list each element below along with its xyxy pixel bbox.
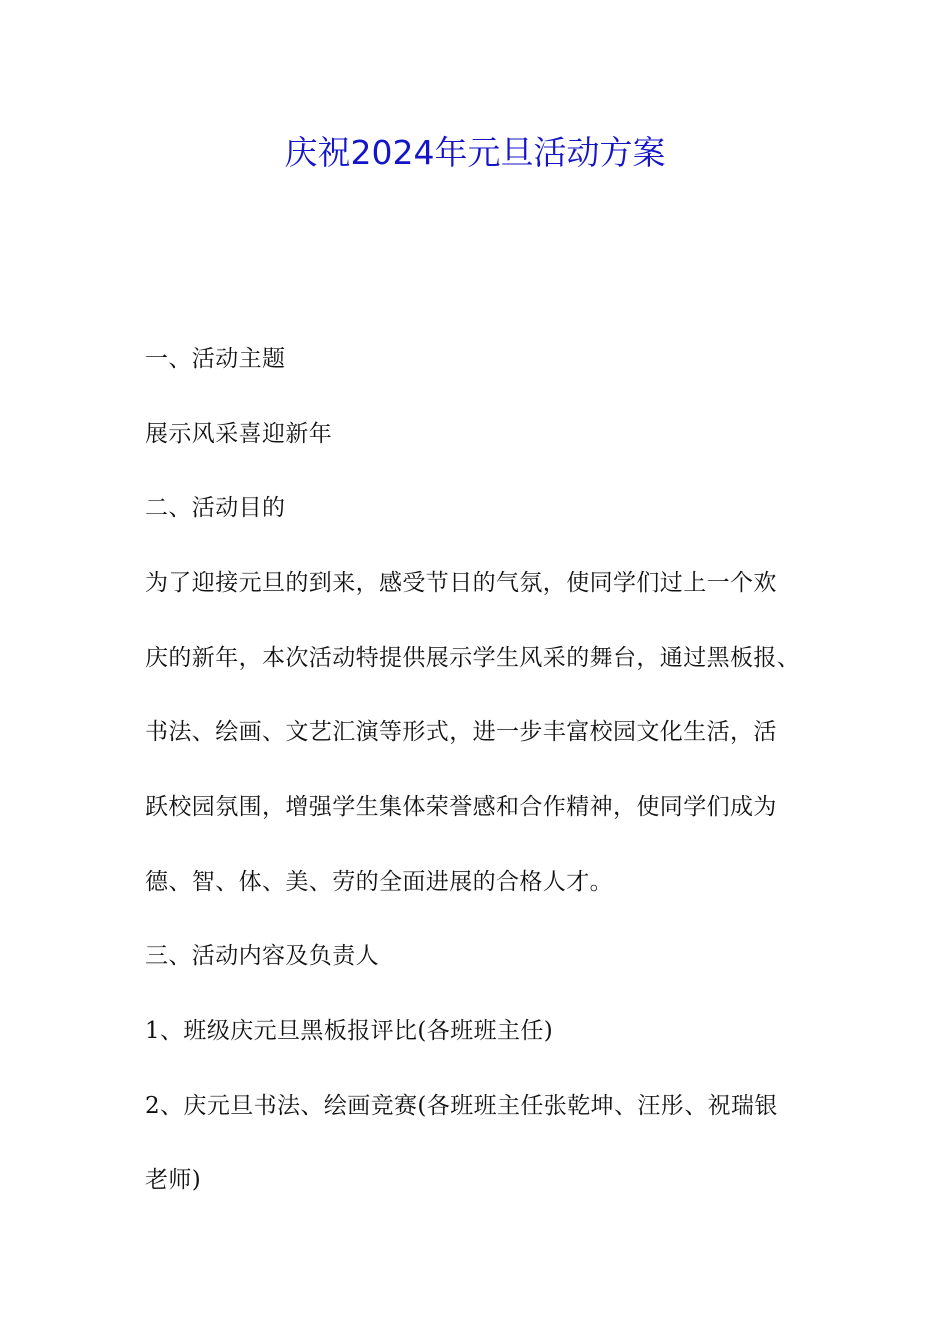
paragraph-line: 为了迎接元旦的到来，感受节日的气氛，使同学们过上一个欢	[145, 570, 777, 596]
section-heading-content: 三、活动内容及负责人	[145, 943, 379, 969]
paragraph-line: 跃校园氛围，增强学生集体荣誉感和合作精神，使同学们成为	[145, 794, 777, 820]
document-title: 庆祝2024年元旦活动方案	[284, 133, 666, 172]
theme-text: 展示风采喜迎新年	[145, 421, 333, 447]
paragraph-line: 庆的新年，本次活动特提供展示学生风采的舞台，通过黑板报、	[145, 645, 801, 671]
section-heading-purpose: 二、活动目的	[145, 495, 286, 521]
list-item-continuation: 老师)	[145, 1167, 202, 1193]
list-item: 1、班级庆元旦黑板报评比(各班班主任)	[145, 1018, 554, 1044]
paragraph-line: 书法、绘画、文艺汇演等形式，进一步丰富校园文化生活，活	[145, 719, 777, 745]
list-item: 2、庆元旦书法、绘画竞赛(各班班主任张乾坤、汪彤、祝瑞银	[145, 1093, 778, 1119]
paragraph-line: 德、智、体、美、劳的全面进展的合格人才。	[145, 869, 613, 895]
section-heading-theme: 一、活动主题	[145, 346, 286, 372]
